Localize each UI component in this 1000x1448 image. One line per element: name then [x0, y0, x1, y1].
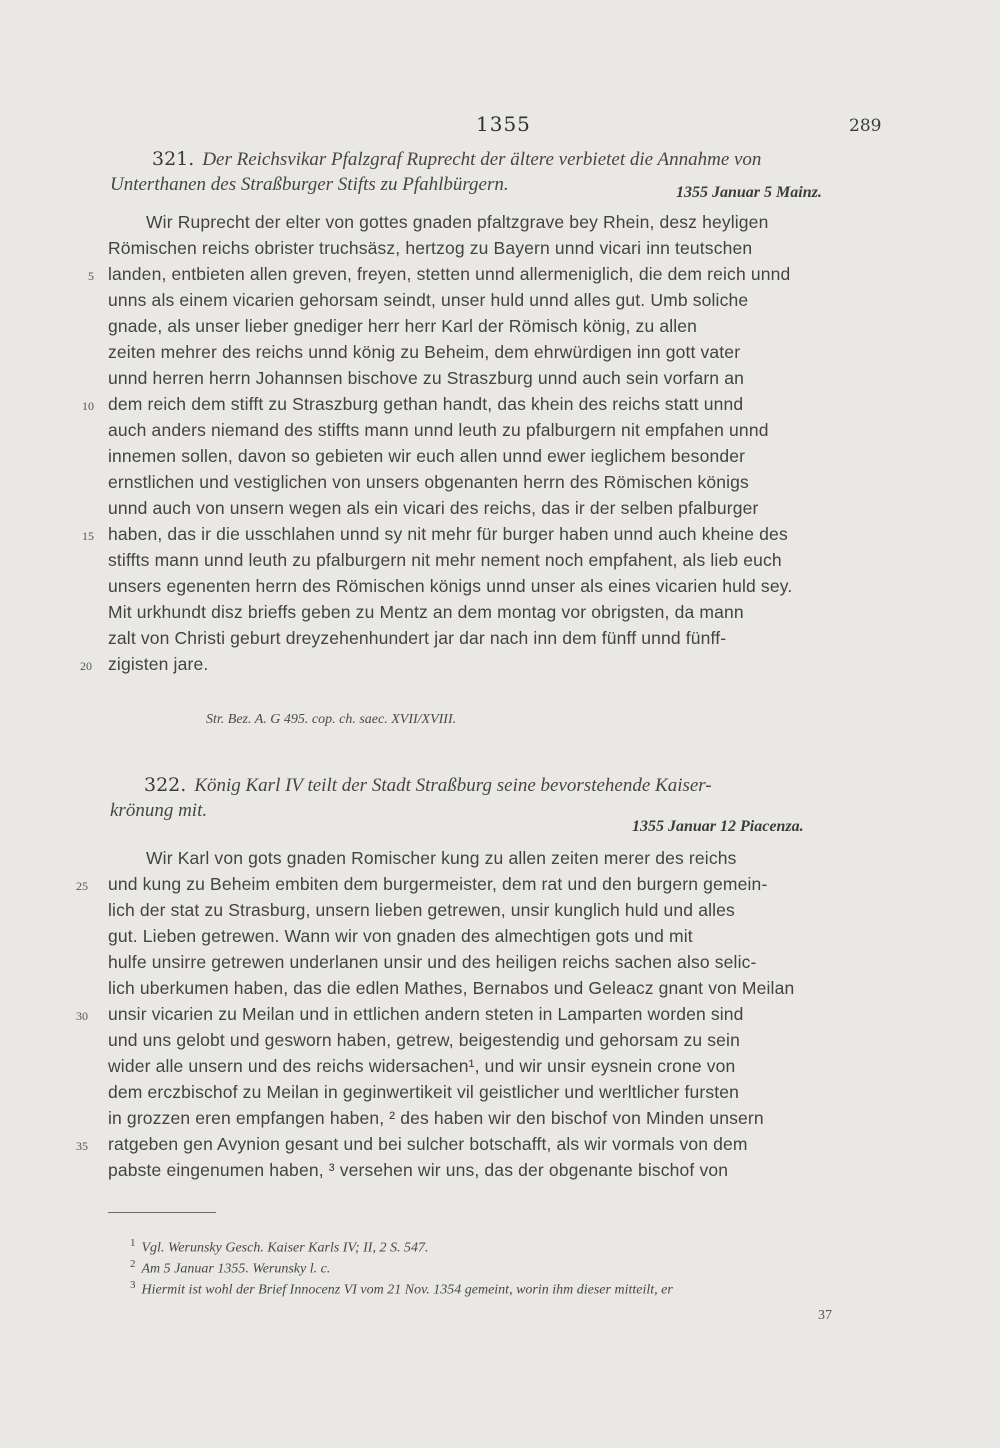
doc-322-line: wider alle unsern und des reichs widersachen¹, und wir unsir eysnein crone von — [108, 1056, 736, 1076]
doc-321-line: unnd auch von unsern wegen als ein vicari des reichs, das ir der selben pfalburger — [108, 498, 759, 518]
margin-line-number: 15 — [82, 529, 94, 543]
doc-321-line: landen, entbieten allen greven, freyen, stetten unnd allermeniglich, die dem reich unnd — [108, 264, 791, 284]
footnote-mark: 1 — [130, 1237, 136, 1249]
doc-321-line: dem reich dem stifft zu Straszburg gethan handt, das khein des reichs statt unnd — [108, 394, 744, 414]
doc-321-line: unnd herren herrn Johannsen bischove zu Straszburg unnd auch sein vorfarn an — [108, 368, 744, 388]
doc-321-number: 321. — [152, 148, 195, 170]
doc-321-heading — [152, 146, 761, 173]
margin-line-number: 10 — [82, 399, 94, 413]
doc-321-line: gnade, als unser lieber gnediger herr herr Karl der Römisch könig, zu allen — [108, 316, 698, 336]
doc-322-date: 1355 Januar 12 Piacenza. — [632, 818, 804, 835]
margin-line-number: 25 — [76, 879, 88, 893]
margin-line-number: 30 — [76, 1009, 88, 1023]
doc-322-line: lich der stat zu Strasburg, unsern lieben getrewen, unsir kunglich huld und alles — [108, 900, 735, 920]
doc-321-line: stiffts mann unnd leuth zu pfalburgern nit mehr nement noch empfahent, als lieb euch — [108, 550, 782, 570]
doc-321-title-line2: Unterthanen des Straßburger Stifts zu Pfahlbürgern. — [110, 174, 509, 195]
doc-322-line: dem erczbischof zu Meilan in geginwertikeit vil geistlicher und werltlicher fursten — [108, 1082, 740, 1102]
margin-line-number: 5 — [88, 269, 94, 283]
doc-322-line: pabste eingenumen haben, ³ versehen wir uns, das der obgenante bischof von — [108, 1160, 729, 1180]
running-head-year: 1355 — [476, 112, 531, 136]
footnote — [130, 1237, 428, 1257]
doc-321-line: zigisten jare. — [108, 654, 209, 674]
footnote-text: Am 5 Januar 1355. Werunsky l. c. — [141, 1261, 331, 1277]
doc-321-line: Wir Ruprecht der elter von gottes gnaden pfaltzgrave bey Rhein, desz heyligen — [146, 212, 769, 232]
doc-322-line: in grozzen eren empfangen haben, ² des haben wir den bischof von Minden unsern — [108, 1108, 764, 1128]
doc-321-line: innemen sollen, davon so gebieten wir euch allen unnd ewer ieglichem besonder — [108, 446, 746, 466]
footnote — [130, 1279, 673, 1299]
doc-322-line: lich uberkumen haben, das die edlen Mathes, Bernabos und Geleacz gnant von Meilan — [108, 978, 795, 998]
doc-321-line: unns als einem vicarien gehorsam seindt, unser huld unnd alles gut. Umb soliche — [108, 290, 749, 310]
doc-321-line: ernstlichen und vestiglichen von unsers obgenanten herrn des Römischen königs — [108, 472, 749, 492]
doc-321-line: unsers egenenten herrn des Römischen königs unnd unser als eines vicarien huld sey. — [108, 576, 793, 596]
doc-322-title-line2: krönung mit. — [110, 800, 208, 821]
margin-line-number: 35 — [76, 1139, 88, 1153]
footnote — [130, 1258, 330, 1278]
doc-322-line: unsir vicarien zu Meilan und in ettlichen andern steten in Lamparten worden sind — [108, 1004, 744, 1024]
footnote-mark: 2 — [130, 1258, 136, 1270]
footnote-mark: 3 — [130, 1279, 136, 1291]
doc-322-line: und uns gelobt und gesworn haben, getrew, beigestendig und gehorsam zu sein — [108, 1030, 740, 1050]
doc-321-line: auch anders niemand des stiffts mann unnd leuth zu pfalburgern nit empfahen unnd — [108, 420, 769, 440]
doc-322-line: hulfe unsirre getrewen underlanen unsir und des heiligen reichs sachen also selic- — [108, 952, 757, 972]
doc-321-date: 1355 Januar 5 Mainz. — [676, 184, 822, 201]
doc-321-line: Römischen reichs obrister truchsäsz, hertzog zu Bayern unnd vicari inn teutschen — [108, 238, 753, 258]
doc-321-line: zalt von Christi geburt dreyzehenhundert jar dar nach inn dem fünff unnd fünff- — [108, 628, 727, 648]
footnote-text: Hiermit ist wohl der Brief Innocenz VI vom 21 Nov. 1354 gemeint, worin ihm dieser mitteilt, er — [141, 1282, 673, 1298]
doc-322-line: ratgeben gen Avynion gesant und bei sulcher botschafft, als wir vormals von dem — [108, 1134, 748, 1154]
doc-322-number: 322. — [144, 774, 187, 796]
doc-321-line: Mit urkhundt disz brieffs geben zu Mentz an dem montag vor obrigsten, da mann — [108, 602, 744, 622]
margin-line-number: 20 — [80, 659, 92, 673]
doc-322-line: und kung zu Beheim embiten dem burgermeister, dem rat und den burgern gemein- — [108, 874, 768, 894]
footnote-text: Vgl. Werunsky Gesch. Kaiser Karls IV; II, 2 S. 547. — [141, 1240, 429, 1256]
signature-mark: 37 — [818, 1308, 832, 1323]
doc-322-line: gut. Lieben getrewen. Wann wir von gnaden des almechtigen gots und mit — [108, 926, 693, 946]
doc-322-line: Wir Karl von gots gnaden Romischer kung zu allen zeiten merer des reichs — [146, 848, 737, 868]
doc-322-heading — [144, 772, 712, 799]
doc-321-line: zeiten mehrer des reichs unnd könig zu Beheim, dem ehrwürdigen inn gott vater — [108, 342, 741, 362]
footnote-rule — [108, 1212, 216, 1213]
doc-322-title-line1: König Karl IV teilt der Stadt Straßburg seine bevorstehende Kaiser- — [194, 775, 712, 796]
page-number: 289 — [849, 116, 882, 136]
doc-321-source: Str. Bez. A. G 495. cop. ch. saec. XVII/XVIII. — [206, 712, 457, 727]
doc-321-line: haben, das ir die usschlahen unnd sy nit mehr für burger haben unnd auch kheine des — [108, 524, 788, 544]
doc-321-title-line1: Der Reichsvikar Pfalzgraf Ruprecht der ältere verbietet die Annahme von — [202, 149, 762, 170]
